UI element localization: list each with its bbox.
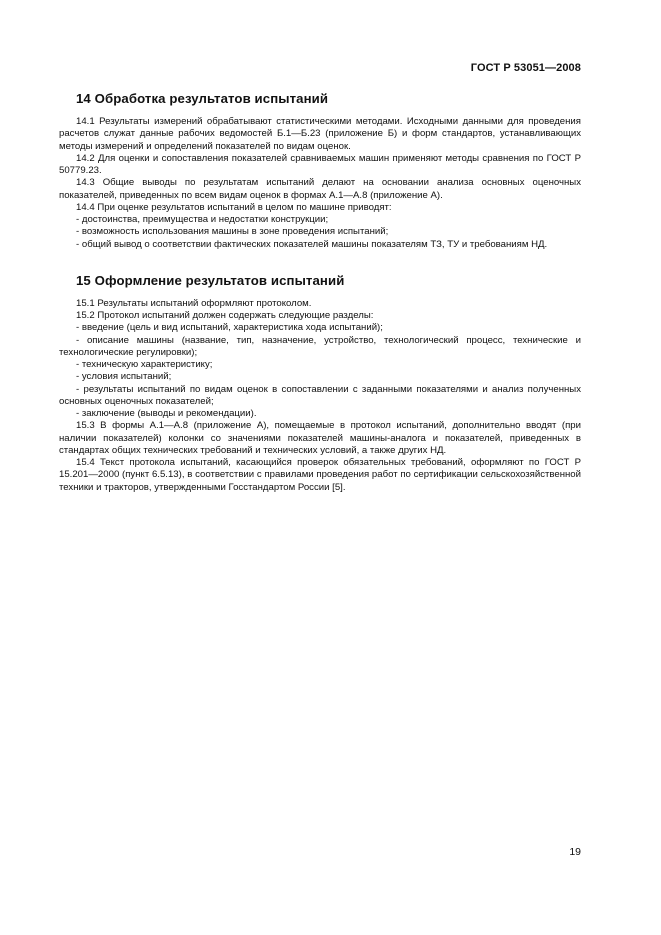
paragraph-14-3: 14.3 Общие выводы по результатам испытаний делают на основании анализа основных оценочных показателей, приведенных по всем видам оценок в формах А.1—А.8 (приложение А). (59, 177, 581, 201)
page-number: 19 (569, 846, 581, 858)
section-14-title: 14 Обработка результатов испытаний (76, 91, 329, 106)
list-item: - введение (цель и вид испытаний, характеристика хода испытаний); (76, 322, 383, 334)
list-item: - описание машины (название, тип, назначение, устройство, технологический процесс, технические и технологические регулировки); (59, 334, 581, 358)
paragraph-14-1: 14.1 Результаты измерений обрабатывают статистическими методами. Исходными данными для проведения расчетов служат данные рабочих ведомостей Б.1—Б.23 (приложение Б) и форм стандартов, устанавливающих методы измерений и определений показателей по видам оценок. (59, 116, 581, 152)
document-body (59, 91, 581, 494)
list-item: - достоинства, преимущества и недостатки конструкции; (76, 214, 329, 225)
paragraph-15-3: 15.3 В формы А.1—А.8 (приложение А), помещаемые в протокол испытаний, дополнительно вводят (при наличии показателей) колонки со значениями показателей машины-аналога и показателей, приведенных в стандартах общих технических требований и технических условий, а также других НД. (59, 420, 581, 456)
list-item: - возможность использования машины в зоне проведения испытаний; (76, 226, 389, 238)
paragraph-14-2: 14.2 Для оценки и сопоставления показателей сравниваемых машин применяют методы сравнения по ГОСТ Р 50779.23. (59, 152, 581, 176)
list-item: - заключение (выводы и рекомендации). (76, 408, 257, 419)
paragraph-15-1: 15.1 Результаты испытаний оформляют протоколом. (76, 297, 312, 309)
list-item: - техническую характеристику; (76, 359, 213, 370)
paragraph-14-4: 14.4 При оценке результатов испытаний в целом по машине приводят: (76, 201, 392, 213)
paragraph-15-2: 15.2 Протокол испытаний должен содержать следующие разделы: (76, 310, 374, 321)
list-item: - общий вывод о соответствии фактических показателей машины показателям ТЗ, ТУ и требованиям НД. (76, 238, 548, 250)
list-item: - условия испытаний; (76, 371, 172, 383)
standard-identifier: ГОСТ Р 53051—2008 (470, 62, 581, 74)
list-item: - результаты испытаний по видам оценок в сопоставлении с заданными показателями и анализ полученных основных оценочных показателей; (59, 383, 581, 407)
section-15-title: 15 Оформление результатов испытаний (76, 272, 345, 288)
paragraph-15-4: 15.4 Текст протокола испытаний, касающийся проверок обязательных требований, оформляют по ГОСТ Р 15.201—2000 (пункт 6.5.13), в соответствии с правилами проведения работ по сертификации сельскохозяйственной техники и тракторов, утвержденными Госстандартом России [5]. (59, 457, 581, 493)
